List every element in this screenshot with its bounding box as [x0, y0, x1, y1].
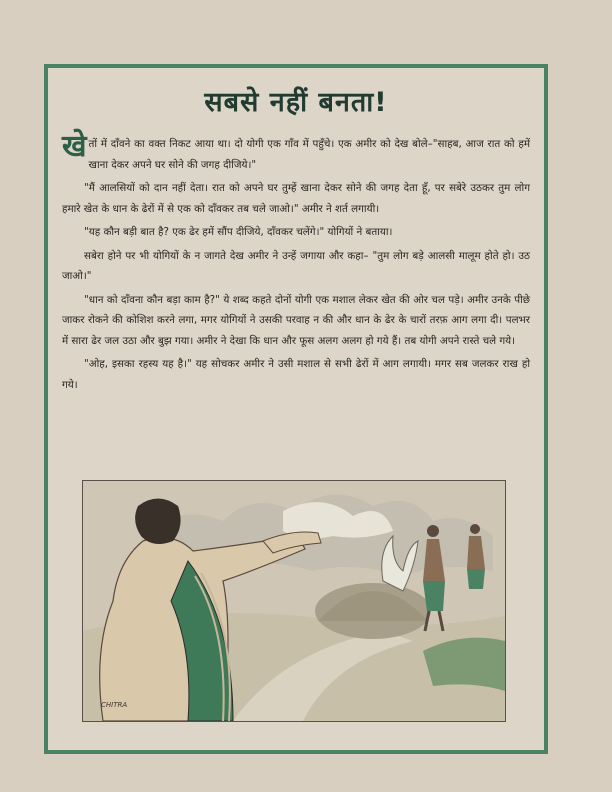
paragraph-4: सबेरा होने पर भी योगियों के न जागते देख अमीर ने उन्हें जगाया और कहा– "तुम लोग बड़े आलसी मालूम होते हो। उठ जाओ।" [62, 249, 530, 282]
story-text [62, 129, 530, 398]
drop-cap: खे [62, 129, 87, 164]
paragraph-6: "ओह, इसका रहस्य यह है।" यह सोचकर अमीर ने उसी मशाल से सभी ढेरों में आग लगायी। मगर सब जलकर राख हो गये। [62, 358, 530, 391]
page-border [44, 64, 548, 754]
artist-signature: CHITRA [101, 701, 128, 709]
paragraph-3: "यह कौन बड़ी बात है? एक ढेर हमें सौंप दीजिये, दाँवकर चलेंगे।" योगियों ने बताया। [84, 226, 393, 238]
paragraph-1-text: तों में दाँवने का वक्त निकट आया था। दो योगी एक गाँव में पहुँचे। एक अमीर को देख बोले–"साहब, आज रात को हमें खाना देकर अपने घर सोने की जगह दीजिये।" [88, 138, 530, 171]
story-title: सबसे नहीं बनता! [204, 87, 388, 118]
story-illustration [82, 480, 506, 722]
paragraph-2: "मैं आलसियों को दान नहीं देता। रात को अपने घर तुम्हें खाना देकर सोने की जगह देता हूँ, पर सबेरे उठकर तुम लोग हमारे खेत के धान के ढेरों में से एक को दाँवकर तब चले जाओ।" अमीर ने शर्त लगायी। [62, 182, 530, 215]
paragraph-5: "धान को दाँवना कौन बड़ा काम है?" ये शब्द कहते दोनों योगी एक मशाल लेकर खेत की ओर चल पड़े। अमीर उनके पीछे जाकर रोकने की कोशिश करने लगा, मगर योगियों ने उसकी परवाह न की और धान के ढेर के चारों तरफ़ आग लगा दी। पलभर में सारा ढेर जल उठा और बुझ गया। अमीर ने देखा कि धान और फूस अलग अलग हो गये हैं। तब योगी अपने रास्ते चले गये। [62, 293, 530, 347]
illustration-drawing [83, 481, 505, 721]
paragraph-1 [62, 129, 530, 175]
